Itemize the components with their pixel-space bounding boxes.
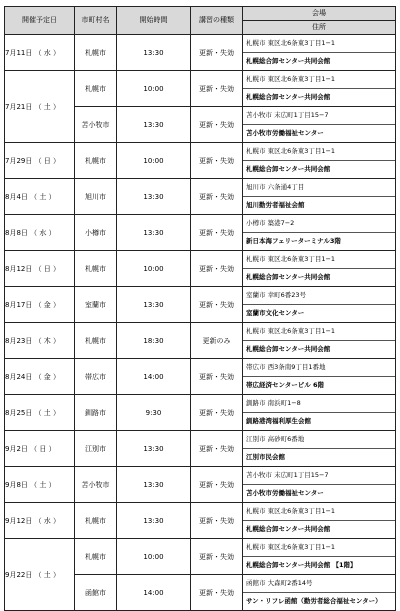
row-time: 9:30 — [117, 395, 191, 431]
row-time: 10:00 — [117, 251, 191, 287]
row-city: 苫小牧市 — [75, 107, 117, 143]
schedule-row — [5, 71, 396, 107]
schedule-body — [5, 35, 396, 611]
row-date: 9月22日 （ 土 ） — [5, 539, 75, 611]
schedule-row — [5, 359, 396, 395]
row-city: 札幌市 — [75, 251, 117, 287]
row-city: 苫小牧市 — [75, 467, 117, 503]
venue-address: 札幌市 東区北6条東3丁目1−1 — [243, 323, 395, 341]
row-venue — [243, 179, 396, 215]
venue-address: 帯広市 西3条南9丁目1番地 — [243, 359, 395, 377]
venue-address: 札幌市 東区北6条東3丁目1−1 — [243, 503, 395, 521]
row-time: 14:00 — [117, 359, 191, 395]
schedule-row — [5, 467, 396, 503]
schedule-row — [5, 143, 396, 179]
venue-name: 江別市民会館 — [246, 453, 285, 461]
row-venue — [243, 323, 396, 359]
row-time: 10:00 — [117, 143, 191, 179]
venue-address: 札幌市 東区北6条東3丁目1−1 — [243, 143, 395, 161]
venue-address: 小樽市 築港7−2 — [243, 215, 395, 233]
schedule-row — [5, 179, 396, 215]
schedule-row — [5, 287, 396, 323]
header-row — [5, 7, 396, 21]
row-city: 室蘭市 — [75, 287, 117, 323]
row-date: 8月17日 （ 金 ） — [5, 287, 75, 323]
row-type: 更新・失効 — [191, 359, 243, 395]
venue-address: 旭川市 六条通4丁目 — [243, 179, 395, 197]
header-time: 開始時間 — [117, 7, 191, 35]
venue-name: 苫小牧市労働福祉センター — [246, 489, 324, 497]
row-venue — [243, 395, 396, 431]
venue-address: 釧路市 南浜町1−8 — [243, 395, 395, 413]
row-city: 札幌市 — [75, 35, 117, 71]
row-time: 13:30 — [117, 35, 191, 71]
row-city: 札幌市 — [75, 323, 117, 359]
row-time: 13:30 — [117, 215, 191, 251]
venue-name: 札幌総合卸センター共同会館 — [246, 525, 331, 533]
venue-address: 函館市 大森町2番14号 — [243, 575, 395, 593]
row-time: 14:00 — [117, 575, 191, 611]
row-time: 10:00 — [117, 539, 191, 575]
row-time: 10:00 — [117, 71, 191, 107]
venue-name: 新日本海フェリーターミナル3階 — [246, 237, 341, 245]
schedule-row — [5, 431, 396, 467]
header-address: 住所 — [243, 21, 396, 35]
row-type: 更新・失効 — [191, 143, 243, 179]
schedule-row — [5, 395, 396, 431]
venue-name: 札幌総合卸センター共同会館 【1階】 — [246, 561, 357, 569]
venue-address: 札幌市 東区北6条東3丁目1−1 — [243, 251, 395, 269]
venue-address: 札幌市 東区北6条東3丁目1−1 — [243, 539, 395, 557]
venue-name: 札幌総合卸センター共同会館 — [246, 93, 331, 101]
venue-name: 苫小牧市労働福祉センター — [246, 129, 324, 137]
row-time: 13:30 — [117, 179, 191, 215]
row-venue — [243, 575, 396, 611]
row-date: 8月12日 （ 日 ） — [5, 251, 75, 287]
row-time: 13:30 — [117, 107, 191, 143]
row-date: 8月23日 （ 木 ） — [5, 323, 75, 359]
row-city: 江別市 — [75, 431, 117, 467]
row-venue — [243, 431, 396, 467]
schedule-row — [5, 215, 396, 251]
schedule-table — [4, 6, 396, 611]
row-venue — [243, 71, 396, 107]
row-time: 13:30 — [117, 467, 191, 503]
header-venue: 会場 — [243, 7, 396, 21]
row-venue — [243, 539, 396, 575]
row-type: 更新・失効 — [191, 431, 243, 467]
row-type: 更新・失効 — [191, 503, 243, 539]
header-date: 開催予定日 — [5, 7, 75, 35]
row-date: 8月8日 （ 水 ） — [5, 215, 75, 251]
schedule-row — [5, 251, 396, 287]
row-city: 札幌市 — [75, 71, 117, 107]
row-date: 9月12日 （ 水 ） — [5, 503, 75, 539]
row-type: 更新・失効 — [191, 107, 243, 143]
row-date: 7月11日 （ 水 ） — [5, 35, 75, 71]
row-type: 更新・失効 — [191, 575, 243, 611]
row-time: 13:30 — [117, 503, 191, 539]
venue-name: 札幌総合卸センター共同会館 — [246, 57, 331, 65]
row-venue — [243, 359, 396, 395]
row-city: 帯広市 — [75, 359, 117, 395]
row-time: 18:30 — [117, 323, 191, 359]
venue-address: 室蘭市 幸町6番23号 — [243, 287, 395, 305]
row-type: 更新・失効 — [191, 395, 243, 431]
schedule-row — [5, 503, 396, 539]
row-date: 8月25日 （ 土 ） — [5, 395, 75, 431]
row-type: 更新のみ — [191, 323, 243, 359]
venue-name: 釧路港湾福利厚生会館 — [246, 417, 311, 425]
row-date: 8月24日 （ 金 ） — [5, 359, 75, 395]
venue-address: 札幌市 東区北6条東3丁目1−1 — [243, 35, 395, 53]
schedule-row — [5, 323, 396, 359]
header-type: 講習の種類 — [191, 7, 243, 35]
row-venue — [243, 251, 396, 287]
row-date: 7月21日 （ 土 ） — [5, 71, 75, 143]
row-venue — [243, 287, 396, 323]
row-date: 9月8日 （ 土 ） — [5, 467, 75, 503]
venue-name: 札幌総合卸センター共同会館 — [246, 345, 331, 353]
row-city: 旭川市 — [75, 179, 117, 215]
row-type: 更新・失効 — [191, 467, 243, 503]
row-date: 7月29日 （ 日 ） — [5, 143, 75, 179]
row-city: 小樽市 — [75, 215, 117, 251]
row-type: 更新・失効 — [191, 179, 243, 215]
row-type: 更新・失効 — [191, 251, 243, 287]
row-city: 函館市 — [75, 575, 117, 611]
row-city: 札幌市 — [75, 539, 117, 575]
row-city: 釧路市 — [75, 395, 117, 431]
row-venue — [243, 35, 396, 71]
row-date: 9月2日 （ 日 ） — [5, 431, 75, 467]
venue-address: 江別市 高砂町6番地 — [243, 431, 395, 449]
row-venue — [243, 503, 396, 539]
row-type: 更新・失効 — [191, 539, 243, 575]
row-venue — [243, 215, 396, 251]
venue-name: サン・リフレ函館（勤労者総合福祉センター） — [246, 597, 382, 605]
row-venue — [243, 107, 396, 143]
venue-address: 苫小牧市 末広町1丁目15−7 — [243, 107, 395, 125]
row-type: 更新・失効 — [191, 215, 243, 251]
header-city: 市町村名 — [75, 7, 117, 35]
schedule-row — [5, 539, 396, 575]
venue-name: 旭川勤労者福祉会館 — [246, 201, 305, 209]
row-type: 更新・失効 — [191, 35, 243, 71]
row-city: 札幌市 — [75, 143, 117, 179]
venue-name: 札幌総合卸センター共同会館 — [246, 165, 331, 173]
row-venue — [243, 143, 396, 179]
row-venue — [243, 467, 396, 503]
venue-address: 札幌市 東区北6条東3丁目1−1 — [243, 71, 395, 89]
row-time: 13:30 — [117, 431, 191, 467]
row-city: 札幌市 — [75, 503, 117, 539]
row-type: 更新・失効 — [191, 71, 243, 107]
row-type: 更新・失効 — [191, 287, 243, 323]
venue-name: 帯広経済センタービル 6階 — [246, 381, 325, 389]
row-time: 13:30 — [117, 287, 191, 323]
venue-name: 室蘭市文化センター — [246, 309, 305, 317]
schedule-row — [5, 35, 396, 71]
row-date: 8月4日 （ 土 ） — [5, 179, 75, 215]
venue-name: 札幌総合卸センター共同会館 — [246, 273, 331, 281]
venue-address: 苫小牧市 末広町1丁目15−7 — [243, 467, 395, 485]
